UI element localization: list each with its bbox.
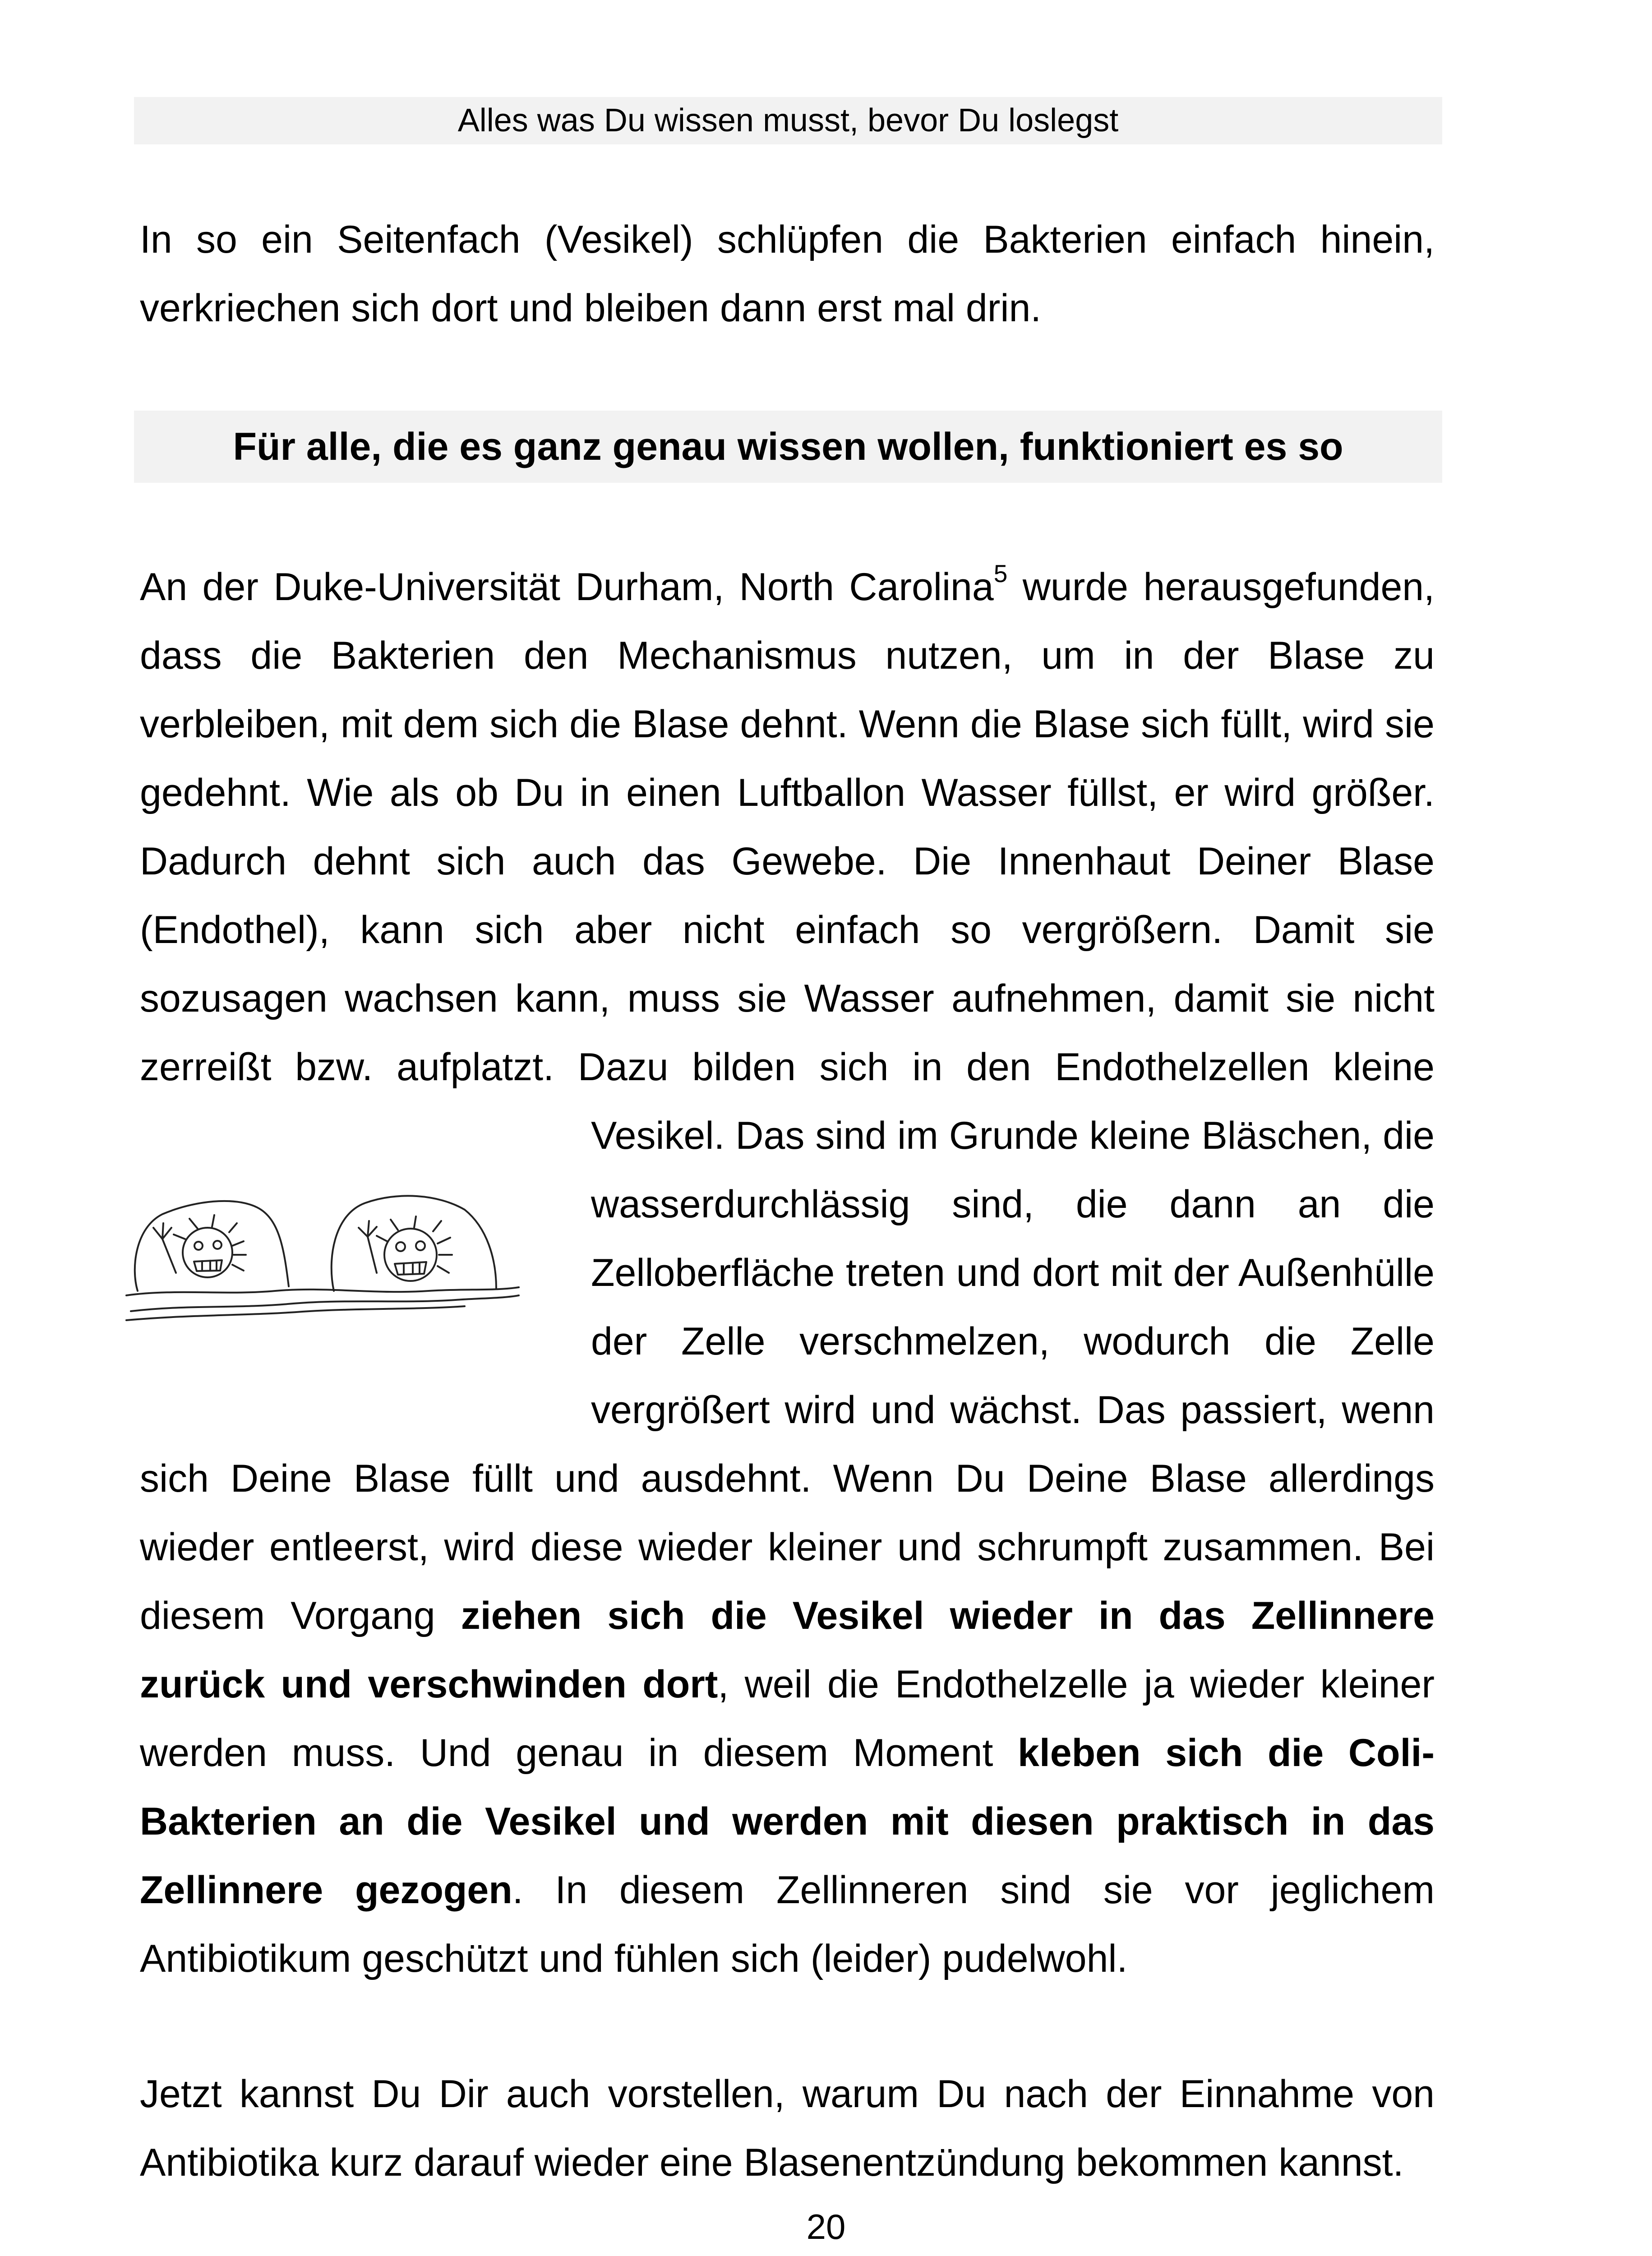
section-heading-bar: [134, 411, 1442, 483]
section-heading: Für alle, die es ganz genau wissen wollen, funktioniert es so: [233, 425, 1343, 468]
intro-paragraph: In so ein Seitenfach (Vesikel) schlüpfen die Bakterien einfach hinein, verkriechen sich dort und bleiben dann erst mal drin.: [140, 218, 1435, 330]
main-text-2a: wurde herausgefunden, dass die Bakterien den Mechanismus nutzen, um in der Blase zu verbleiben, mit dem sich die Blase dehnt. Wenn die Blase sich füllt, wird sie gedehnt. Wie als ob Du in einen Luftballon Wasser füllst, er wird größer. Dadurch dehnt sich auch das Gewebe. Die Innenhaut Deiner Blase (Endothel), kann sich aber nicht einfach so vergrößern. Damit sie sozusagen wachsen kann, muss sie Wasser aufnehmen, damit sie nicht zerreißt bzw. aufplatzt. Dazu bilden sich in den Endothelzellen kleine: [140, 565, 1435, 1089]
bacteria-in-vesicles-drawing: [122, 1101, 559, 1444]
page-number: 20: [806, 2207, 846, 2247]
main-paragraph: [140, 553, 1435, 1993]
running-header-title: Alles was Du wissen musst, bevor Du loslegst: [457, 102, 1119, 139]
bold-text-1: ziehen sich die Vesikel wieder in das Zellinnere zurück und verschwinden dort: [140, 1594, 1435, 1706]
main-text-1: An der Duke-Universität Durham, North Carolina: [140, 565, 994, 609]
bold-text-2: kleben sich die Coli-Bakterien an die Vesikel und werden mit diesen praktisch in das Zellinnere gezogen: [140, 1731, 1435, 1912]
footnote-reference: 5: [993, 559, 1008, 587]
running-header: [134, 97, 1442, 144]
main-text-3: , weil die Endothelzelle ja wieder kleiner werden muss. Und genau in diesem Moment: [140, 1663, 1435, 1775]
main-text-4: . In diesem Zellinneren sind sie vor jeglichem Antibiotikum geschützt und fühlen sich (leider) pudelwohl.: [140, 1868, 1435, 1980]
main-text-2b: Vesikel. Das sind im Grunde kleine Bläschen, die wasserdurchlässig sind, die dann an die Zelloberfläche treten und dort mit der Außenhülle der Zelle verschmelzen, wodurch die Zelle vergrößert wird und wächst. Das passiert, wenn sich Deine Blase füllt und ausdehnt. Wenn Du Deine Blase allerdings wieder entleerst, wird diese wieder kleiner und schrumpft zusammen. Bei diesem Vorgang: [140, 1114, 1435, 1637]
closing-paragraph: Jetzt kannst Du Dir auch vorstellen, warum Du nach der Einnahme von Antibiotika kurz darauf wieder eine Blasenentzündung bekommen kannst.: [140, 2072, 1435, 2184]
